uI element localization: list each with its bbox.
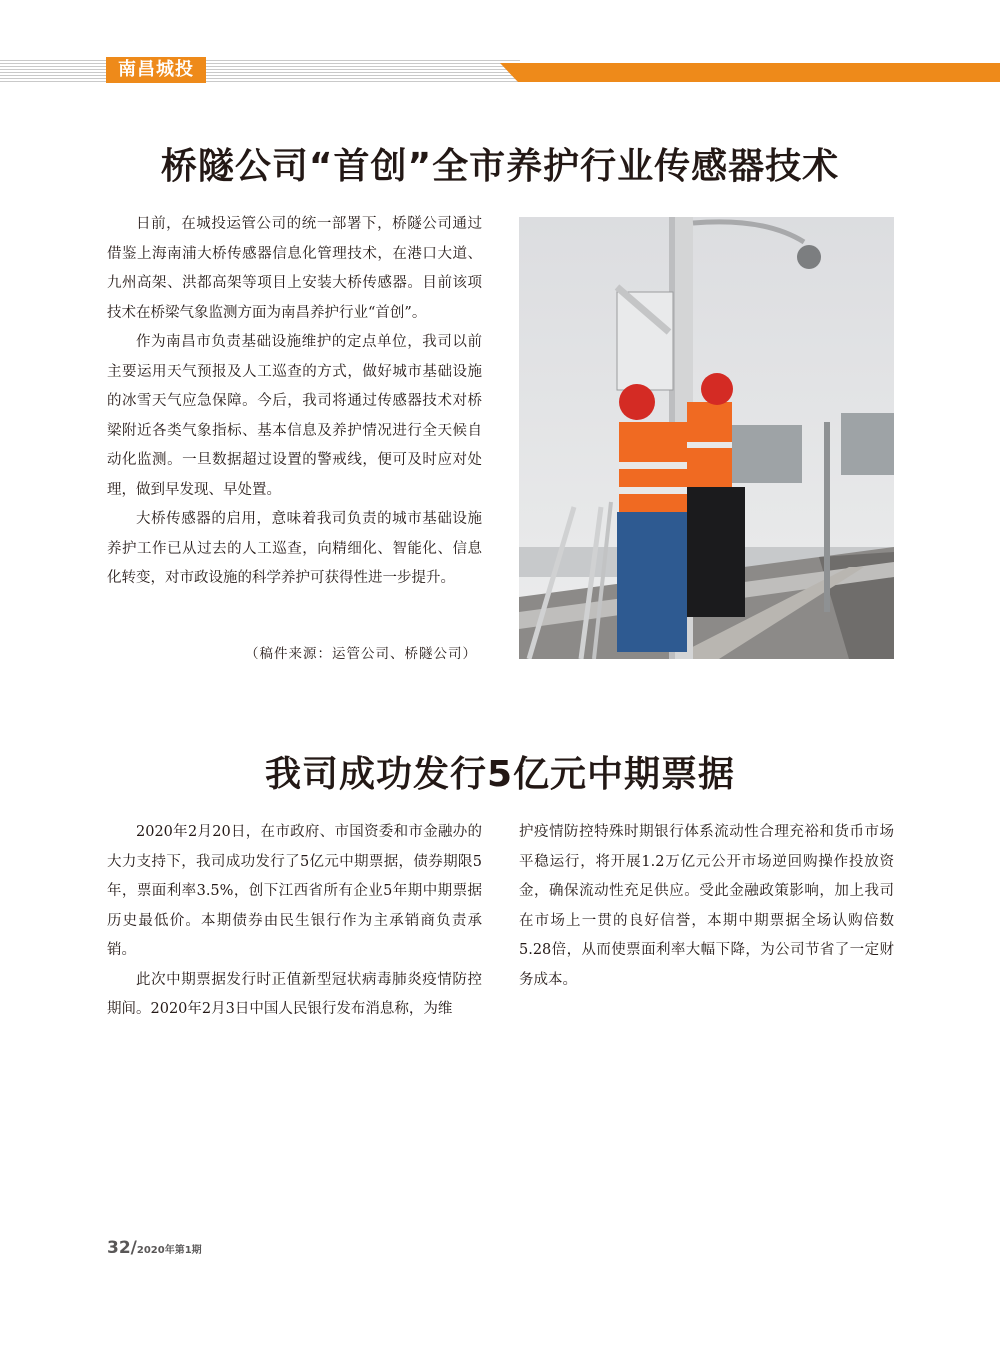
page-number: 32/ <box>107 1238 137 1258</box>
header-orange-bar <box>500 63 1000 82</box>
article2-paragraph: 2020年2月20日，在市政府、市国资委和市金融办的大力支持下，我司成功发行了5亿元中期票据，债券期限5年，票面利率3.5%，创下江西省所有企业5年期中期票据历史最低价。本期债券由民生银行作为主承销商负责承销。 <box>107 824 482 958</box>
section-label: 南昌城投 <box>106 57 206 83</box>
article2-body-column-2 <box>519 818 894 995</box>
header-stripes <box>0 60 520 82</box>
article2-body-column-1 <box>107 818 482 1025</box>
article1-paragraph: 大桥传感器的启用，意味着我司负责的城市基础设施养护工作已从过去的人工巡查，向精细化、智能化、信息化转变，对市政设施的科学养护可获得性进一步提升。 <box>107 511 482 586</box>
article1-body <box>107 210 482 594</box>
page-footer <box>107 1238 202 1264</box>
article1-source: （稿件来源：运管公司、桥隧公司） <box>245 646 477 662</box>
article2-paragraph: 此次中期票据发行时正值新型冠状病毒肺炎疫情防控期间。2020年2月3日中国人民银行发布消息称，为维 <box>107 971 482 1017</box>
article1-paragraph: 作为南昌市负责基础设施维护的定点单位，我司以前主要运用天气预报及人工巡查的方式，做好城市基础设施的冰雪天气应急保障。今后，我司将通过传感器技术对桥梁附近各类气象指标、基本信息及养护情况进行全天候自动化监测。一旦数据超过设置的警戒线，便可及时应对处理，做到早发现、早处置。 <box>107 334 482 498</box>
article1-title: 桥隧公司“首创”全市养护行业传感器技术 <box>160 146 840 187</box>
article2-title: 我司成功发行5亿元中期票据 <box>264 754 736 795</box>
article2-paragraph-continued: 护疫情防控特殊时期银行体系流动性合理充裕和货币市场平稳运行，将开展1.2万亿元公开市场逆回购操作投放资金，确保流动性充足供应。受此金融政策影响，加上我司在市场上一贯的良好信誉，本期中期票据全场认购倍数5.28倍，从而使票面利率大幅下降，为公司节省了一定财务成本。 <box>519 824 894 988</box>
article1-paragraph: 日前，在城投运管公司的统一部署下，桥隧公司通过借鉴上海南浦大桥传感器信息化管理技术，在港口大道、九州高架、洪都高架等项目上安装大桥传感器。目前该项技术在桥梁气象监测方面为南昌养护行业“首创”。 <box>107 216 482 321</box>
article1-photo <box>519 217 894 659</box>
workers-installing-sensor-icon <box>519 217 894 659</box>
issue-label: 2020年第1期 <box>136 1245 202 1256</box>
